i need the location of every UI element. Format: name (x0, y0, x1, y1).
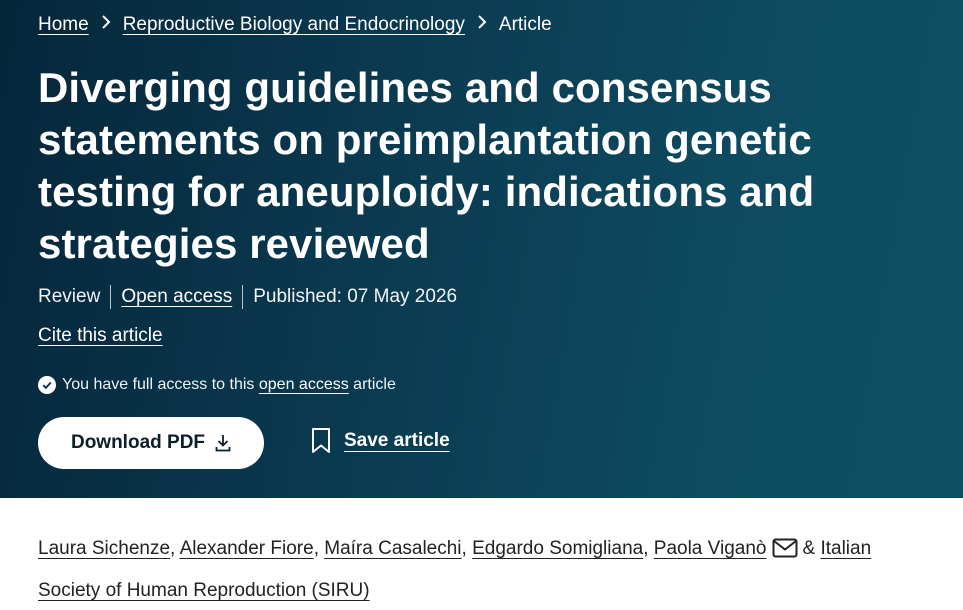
author-connector: & (802, 538, 816, 559)
author-link[interactable]: Laura Sichenze (38, 538, 171, 559)
chevron-right-icon (477, 12, 487, 38)
breadcrumb (38, 12, 552, 38)
save-article-button[interactable] (310, 427, 450, 455)
download-pdf-button[interactable] (38, 417, 264, 469)
author-group-part1: Italian (820, 538, 872, 559)
mail-icon[interactable] (772, 534, 798, 572)
author-group-part2: Society of Human Reproduction (SIRU) (38, 580, 370, 601)
author-link[interactable]: Maíra Casalechi (324, 538, 462, 559)
published-date: Published: 07 May 2026 (253, 286, 458, 307)
chevron-right-icon (101, 12, 111, 38)
cite-article-link[interactable]: Cite this article (38, 325, 163, 346)
bookmark-icon (310, 427, 332, 455)
author-list: Laura Sichenze, Alexander Fiore, Maíra Casalechi, Edgardo Somigliana, Paola Viganò & Italian Society of Human Reproduction (SIRU) (38, 530, 928, 610)
article-meta (38, 284, 457, 310)
save-article-label: Save article (344, 430, 450, 451)
meta-divider (242, 285, 243, 309)
access-notice-suffix: article (353, 376, 396, 393)
breadcrumb-current: Article (498, 14, 552, 35)
breadcrumb-journal[interactable]: Reproductive Biology and Endocrinology (122, 14, 465, 35)
open-access-link[interactable]: Open access (121, 286, 233, 307)
author-link[interactable]: Edgardo Somigliana (472, 538, 644, 559)
access-notice-prefix: You have full access to this (62, 376, 255, 393)
check-circle-icon (38, 376, 56, 394)
download-icon (215, 434, 231, 452)
author-link[interactable]: Alexander Fiore (179, 538, 314, 559)
access-notice-link[interactable]: open access (258, 376, 349, 393)
breadcrumb-home[interactable]: Home (38, 14, 89, 35)
access-notice (38, 374, 396, 396)
article-title: Diverging guidelines and consensus statements on preimplantation genetic testing for aneuploidy: indications and strategies reviewed (38, 64, 815, 267)
download-pdf-label: Download PDF (70, 432, 206, 453)
author-link[interactable]: Paola Viganò (653, 538, 767, 559)
article-type: Review (38, 286, 101, 307)
meta-divider (110, 285, 111, 309)
